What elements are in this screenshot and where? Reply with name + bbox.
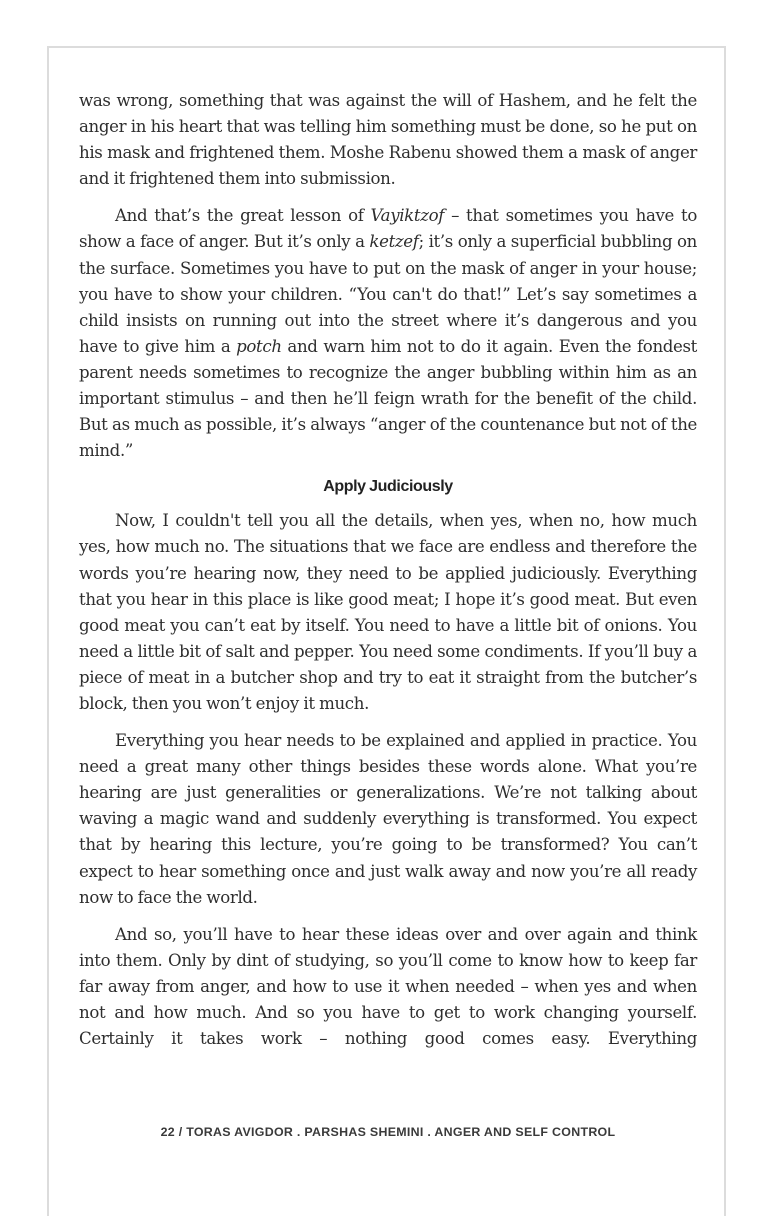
italic-term: potch [236,336,282,356]
paragraph-text: Everything you hear needs to be explained and applied in practice. You need a great many other things besides these words alone. What you’re hearing are just generalities or generalizations. We’re not talking about waving a magic wand and suddenly everything is transformed. You expect that by hearing this lecture, you’re going to be transformed? You can’t expect to hear something once and just walk away and now you’re all ready now to face the world. [79,731,697,907]
paragraphs-before-heading [79,88,697,464]
body-paragraph [79,508,697,717]
paragraphs-after-heading [79,508,697,1052]
paragraph-text: was wrong, something that was against the will of Hashem, and he felt the anger in his heart that was telling him something must be done, so he put on his mask and frightened them. Moshe Rabenu showed them a mask of anger and it frightened them into submission. [79,91,697,189]
paragraph-text: and warn him not to do it again. Even the fondest parent needs sometimes to recognize the anger bubbling within him as an important stimulus – and then he’ll feign wrath for the benefit of the child. But as much as possible, it’s always “anger of the countenance but not of the mind.” [79,336,698,461]
body-paragraph [79,88,697,192]
italic-term: Vayiktzof [370,206,445,226]
paragraph-text: And so, you’ll have to hear these ideas over and over again and think into them. Only by dint of studying, so you’ll come to know how to keep far far away from anger, and how to use it when needed – when yes and when not and how much. And so you have to get to work changing yourself. Certainly it takes work – nothing good comes easy. Everything [79,924,697,1049]
body-paragraph [79,728,697,911]
italic-term: ketzef [369,232,419,252]
section-heading: Apply Judiciously [323,478,453,496]
paragraph-text: Now, I couldn't tell you all the details, when yes, when no, how much yes, how much no. The situations that we face are endless and therefore the words you’re hearing now, they need to be applied judiciously. Everything that you hear in this place is like good meat; I hope it’s good meat. But even good meat you can’t eat by itself. You need to have a little bit of onions. You need a little bit of salt and pepper. You need some condiments. If you’ll buy a piece of meat in a butcher shop and try to eat it straight from the butcher’s block, then you won’t enjoy it much. [79,511,697,713]
paragraph-text: ; it’s only a superficial bubbling on the surface. Sometimes you have to put on the mask of anger in your house; you have to show your children. “You can't do that!” Let’s say sometimes a child insists on running out into the street where it’s dangerous and you have to give him a [79,232,697,356]
page-footer-running-header: 22 / TORAS AVIGDOR . PARSHAS SHEMINI . ANGER AND SELF CONTROL [160,1125,616,1139]
body-paragraph [79,922,697,1052]
page-body [79,88,697,1063]
paragraph-text: – that sometimes you have to show a face of anger. But it’s only a [79,206,697,252]
body-paragraph [79,203,697,464]
paragraph-text: And that’s the great lesson of [115,206,371,226]
